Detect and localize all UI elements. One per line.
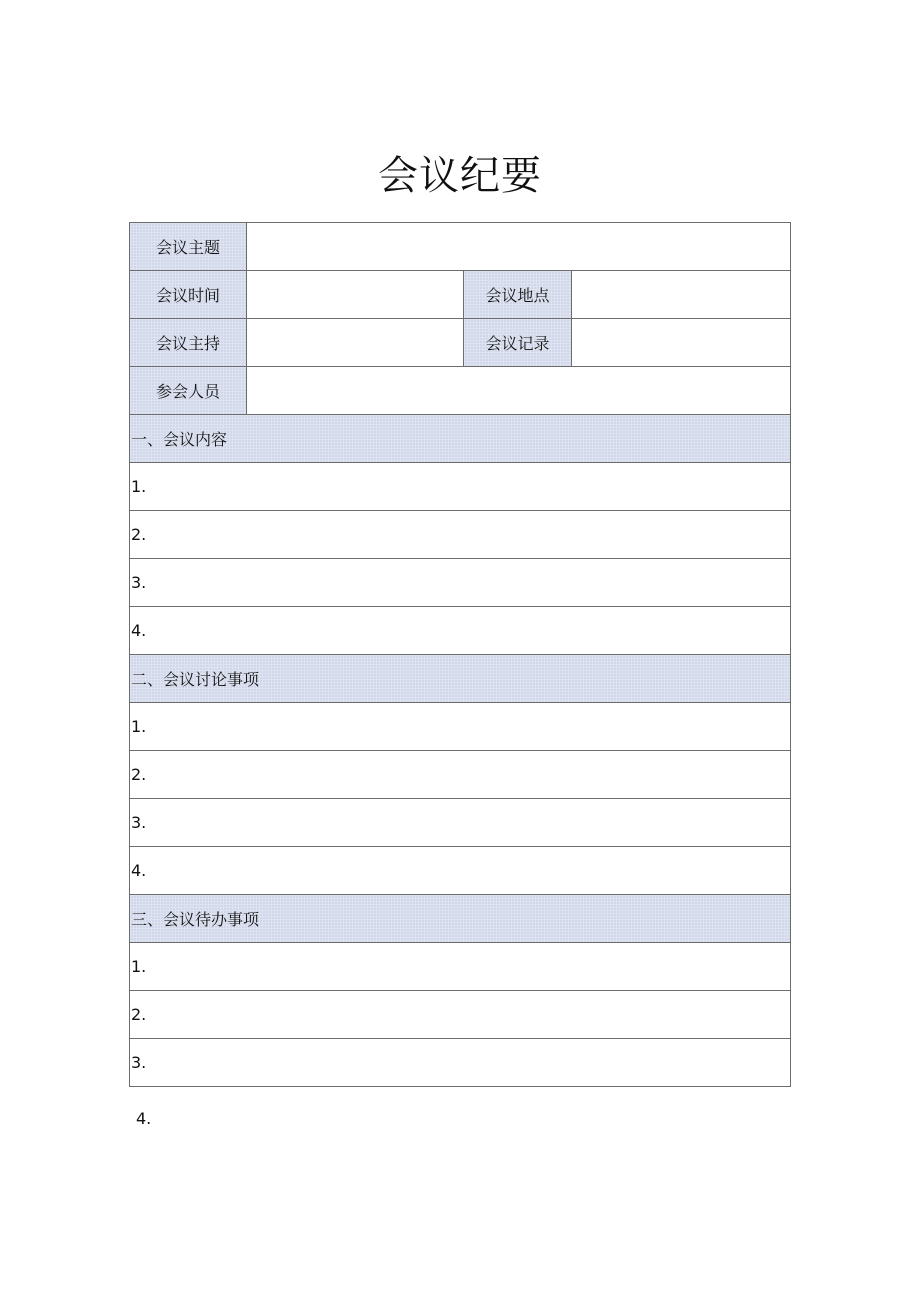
list-item — [130, 751, 791, 799]
content-item-3[interactable]: 3. — [130, 559, 791, 607]
discussion-item-1[interactable]: 1. — [130, 703, 791, 751]
todo-item-3[interactable]: 3. — [130, 1039, 791, 1087]
host-label: 会议主持 — [130, 319, 247, 367]
discussion-item-4[interactable]: 4. — [130, 847, 791, 895]
list-item — [130, 1039, 791, 1087]
meeting-minutes-form — [129, 222, 791, 1087]
section-heading-row — [130, 655, 791, 703]
list-item — [130, 943, 791, 991]
list-item — [130, 703, 791, 751]
content-item-4[interactable]: 4. — [130, 607, 791, 655]
list-item — [130, 511, 791, 559]
section-heading-discussion: 二、会议讨论事项 — [130, 655, 791, 703]
location-field[interactable] — [572, 271, 791, 319]
time-label: 会议时间 — [130, 271, 247, 319]
content-item-2[interactable]: 2. — [130, 511, 791, 559]
time-field[interactable] — [247, 271, 464, 319]
list-item — [130, 847, 791, 895]
section-heading-content: 一、会议内容 — [130, 415, 791, 463]
list-item — [130, 607, 791, 655]
attendees-label: 参会人员 — [130, 367, 247, 415]
recorder-label: 会议记录 — [464, 319, 572, 367]
topic-field[interactable] — [247, 223, 791, 271]
content-item-1[interactable]: 1. — [130, 463, 791, 511]
topic-label: 会议主题 — [130, 223, 247, 271]
time-location-row — [130, 271, 791, 319]
list-item — [130, 991, 791, 1039]
topic-row — [130, 223, 791, 271]
todo-item-2[interactable]: 2. — [130, 991, 791, 1039]
location-label: 会议地点 — [464, 271, 572, 319]
section-heading-todo: 三、会议待办事项 — [130, 895, 791, 943]
document-title: 会议纪要 — [378, 153, 542, 199]
section-heading-row — [130, 415, 791, 463]
todo-item-1[interactable]: 1. — [130, 943, 791, 991]
list-item — [130, 463, 791, 511]
todo-item-4-outside-table: 4. — [136, 1109, 152, 1128]
attendees-field[interactable] — [247, 367, 791, 415]
list-item — [130, 799, 791, 847]
recorder-field[interactable] — [572, 319, 791, 367]
attendees-row — [130, 367, 791, 415]
discussion-item-2[interactable]: 2. — [130, 751, 791, 799]
section-heading-row — [130, 895, 791, 943]
host-field[interactable] — [247, 319, 464, 367]
host-recorder-row — [130, 319, 791, 367]
discussion-item-3[interactable]: 3. — [130, 799, 791, 847]
list-item — [130, 559, 791, 607]
